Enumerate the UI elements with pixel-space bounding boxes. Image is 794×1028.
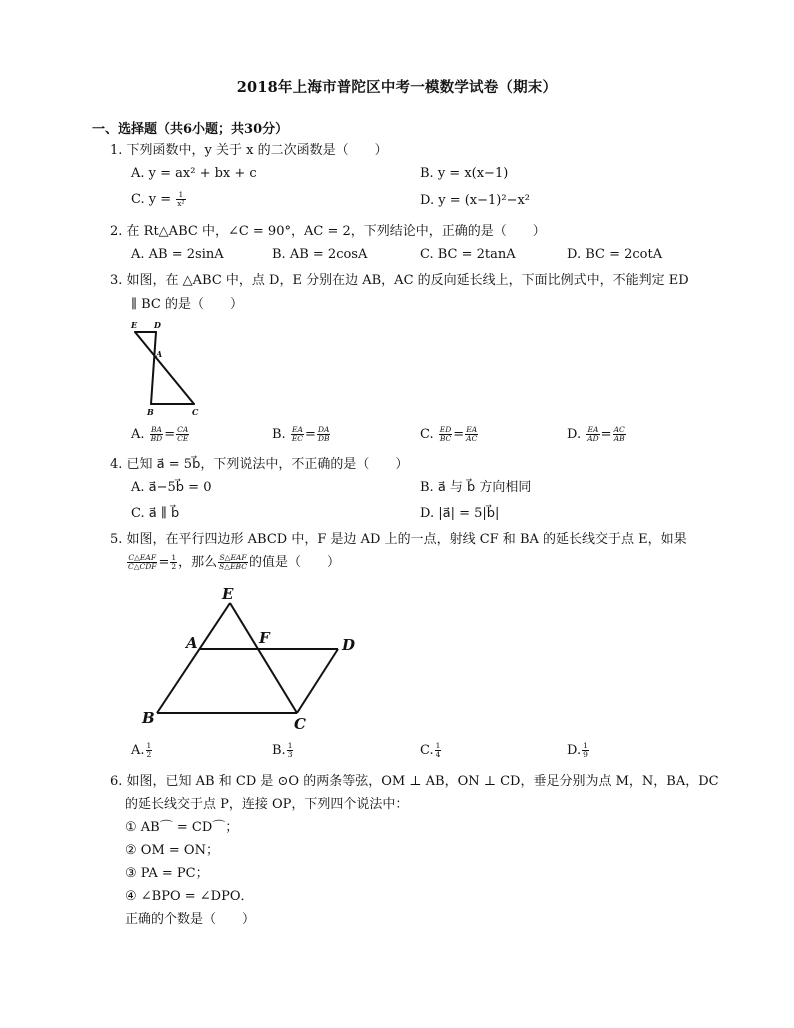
- q3-c-frac2: $\frac{EA}{AC}$: [466, 425, 478, 443]
- q5-option-b: B. $\frac{1}{3}$: [272, 741, 293, 759]
- page-title: 2018年上海市普陀区中考一模数学试卷（期末）: [236, 79, 558, 96]
- q4-option-c: C. a⃗ ∥ b⃗: [131, 506, 180, 521]
- section-heading: 一、选择题（共6小题；共30分）: [92, 122, 289, 137]
- q1-option-d: D. y = (x−1)²−x²: [420, 193, 531, 208]
- q6-question: 正确的个数是（ ）: [125, 912, 256, 927]
- q2-option-a: A. AB = 2sinA: [131, 247, 224, 262]
- q2-option-c: C. BC = 2tanA: [420, 247, 516, 262]
- q3-stem-line1: 3. 如图，在 △ABC 中，点 D，E 分别在边 AB，AC 的反向延长线上，下面比例式中，不能判定 ED: [110, 273, 689, 288]
- q5-area-ratio: $\frac{\text{S△EAF}}{\text{S△EBC}}$: [219, 553, 247, 571]
- q3-d-frac2: $\frac{AC}{AB}$: [613, 425, 625, 443]
- q5-label-f: F: [259, 629, 270, 647]
- q1-stem: 1. 下列函数中，y 关于 x 的二次函数是（ ）: [110, 143, 388, 158]
- q6-statement-2: ② OM = ON；: [125, 843, 219, 858]
- q6-stem-line1: 6. 如图，已知 AB 和 CD 是 ⊙O 的两条等弦，OM ⊥ AB，ON ⊥ CD，垂足分别为点 M，N，BA，DC: [110, 774, 719, 789]
- q2-stem: 2. 在 Rt△ABC 中，∠C = 90°，AC = 2，下列结论中，正确的是（ ）: [110, 224, 546, 239]
- q6-stem-line2: 的延长线交于点 P，连接 OP，下列四个说法中：: [125, 797, 409, 812]
- q4-option-b: B. a⃗ 与 b⃗ 方向相同: [420, 480, 532, 495]
- q3-stem-line2: ∥ BC 的是（ ）: [131, 297, 244, 312]
- q3-label-d: D: [154, 320, 161, 330]
- q4-stem: 4. 已知 a⃗ = 5b⃗，下列说法中，不正确的是（ ）: [110, 457, 409, 472]
- q3-a-frac2: $\frac{CA}{CE}$: [177, 425, 189, 443]
- q5-label-a: A: [186, 634, 198, 652]
- q5-label-b: B: [142, 709, 155, 727]
- q3-c-frac1: $\frac{ED}{BC}$: [439, 425, 452, 443]
- q3-b-frac2: $\frac{DA}{DB}$: [317, 425, 330, 443]
- q5-option-d: D. $\frac{1}{9}$: [567, 741, 588, 759]
- q5-parallelogram-figure: [134, 584, 362, 736]
- q5-stem-line1: 5. 如图，在平行四边形 ABCD 中，F 是边 AD 上的一点，射线 CF 和 BA 的延长线交于点 E，如果: [110, 532, 687, 547]
- q2-option-d: D. BC = 2cotA: [567, 247, 663, 262]
- q1-option-a: A. y = ax² + bx + c: [131, 166, 257, 181]
- q4-option-a: A. a⃗−5b⃗ = 0: [131, 480, 212, 495]
- q5-label-d: D: [342, 636, 356, 654]
- q6-statement-4: ④ ∠BPO = ∠DPO．: [125, 889, 254, 904]
- q5-option-c: C. $\frac{1}{4}$: [420, 741, 441, 759]
- q3-triangle-figure: [126, 320, 216, 418]
- q1-option-c: [131, 191, 187, 208]
- q3-option-b: B. $\frac{EA}{EC}$ = $\frac{DA}{DB}$: [272, 425, 330, 443]
- q2-option-b: B. AB = 2cosA: [272, 247, 368, 262]
- q1-option-c-fraction: $\frac{1}{\text{x²}}$: [177, 190, 185, 208]
- q3-b-frac1: $\frac{EA}{EC}$: [291, 425, 304, 443]
- q3-option-c: C. $\frac{ED}{BC}$ = $\frac{EA}{AC}$: [420, 425, 478, 443]
- q3-d-frac1: $\frac{EA}{AD}$: [587, 425, 599, 443]
- q3-label-b: B: [147, 407, 154, 417]
- q3-a-frac1: $\frac{BA}{BD}$: [150, 425, 163, 443]
- q3-label-e: E: [131, 320, 138, 330]
- q5-option-a: A. $\frac{1}{2}$: [131, 741, 152, 759]
- q4-option-d: D. |a⃗| = 5|b⃗|: [420, 506, 500, 521]
- q3-option-d: D. $\frac{EA}{AD}$ = $\frac{AC}{AB}$: [567, 425, 625, 443]
- q6-statement-3: ③ PA = PC；: [125, 866, 209, 881]
- q3-option-a: A. $\frac{BA}{BD}$ = $\frac{CA}{CE}$: [131, 425, 189, 443]
- q1-option-b: B. y = x(x−1): [420, 166, 509, 181]
- q5-label-e: E: [222, 585, 234, 603]
- q5-perimeter-ratio: $\frac{\text{C△EAF}}{\text{C△CDF}}$: [128, 553, 157, 571]
- q5-stem-line2: $\frac{\text{C△EAF}}{\text{C△CDF}}$ = $\frac{1}{2}$ ，那么 $\frac{\text{S△EAF}}{\text{S△EBC}}$ 的值是（ ）: [128, 553, 340, 571]
- q1-option-c-prefix: C. y =: [131, 192, 176, 207]
- q5-half-fraction: $\frac{1}{2}$: [171, 553, 177, 571]
- q3-label-c: C: [192, 407, 199, 417]
- q5-label-c: C: [294, 715, 306, 733]
- q6-statement-1: ① AB⌒ = CD⌒；: [125, 820, 239, 835]
- q3-label-a: A: [156, 349, 163, 359]
